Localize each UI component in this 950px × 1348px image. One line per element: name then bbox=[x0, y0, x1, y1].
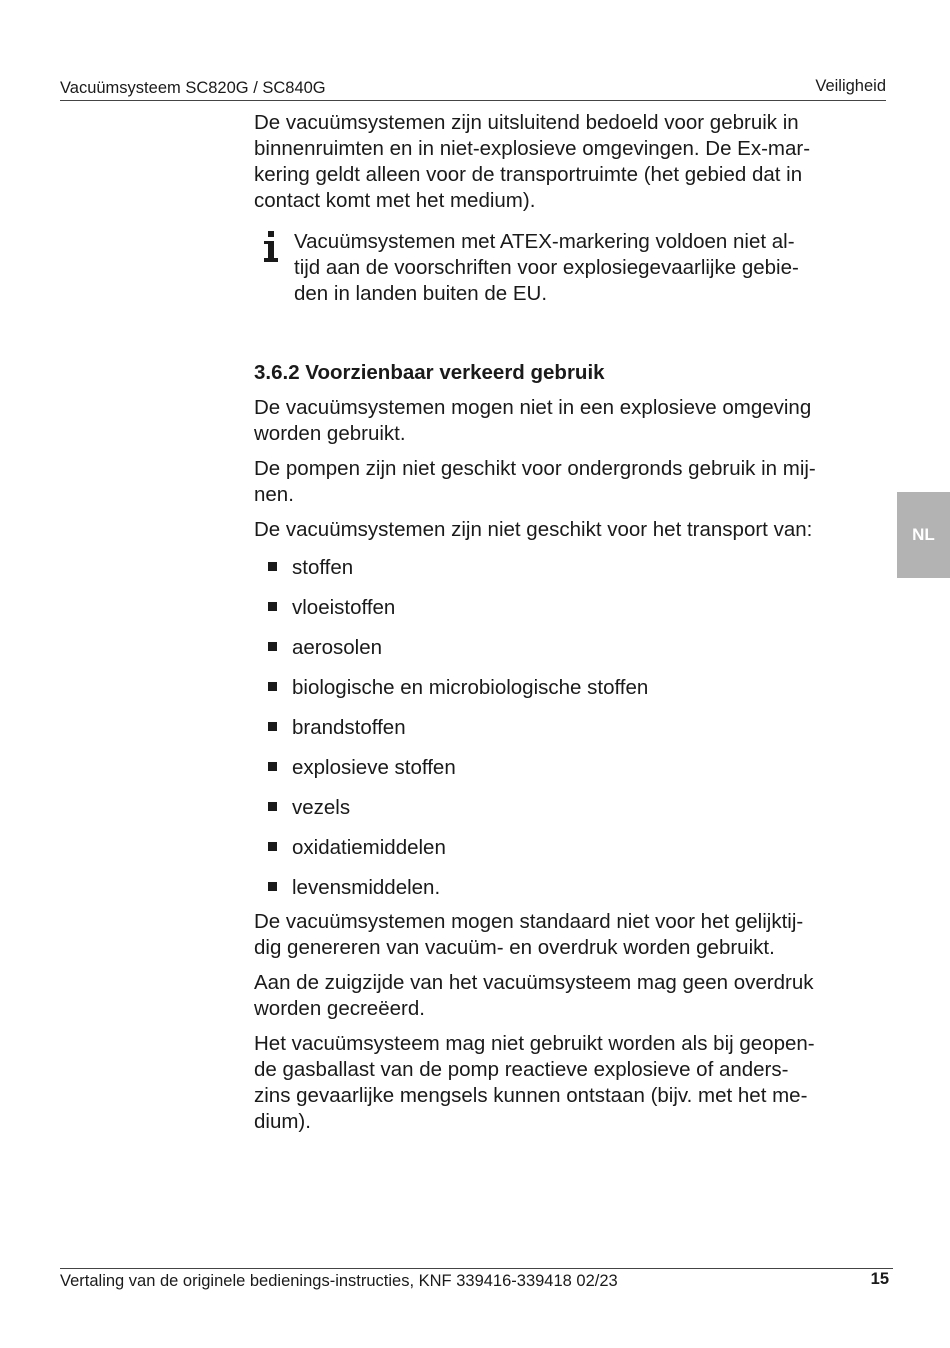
list-item bbox=[254, 595, 879, 635]
list-item-text: explosieve stoffen bbox=[292, 756, 456, 779]
document-title: Vacuümsysteem SC820G / SC840G bbox=[60, 79, 326, 97]
list-item-text: stoffen bbox=[292, 556, 354, 579]
list-item-text: vezels bbox=[292, 796, 351, 819]
square-bullet-icon bbox=[268, 682, 277, 691]
list-item-text: brandstoffen bbox=[292, 716, 406, 739]
paragraph-underground: De pompen zijn niet geschikt voor ondergronds gebruik in mij- nen. bbox=[254, 457, 816, 506]
section-heading: 3.6.2 Voorzienbaar verkeerd gebruik bbox=[254, 361, 605, 384]
square-bullet-icon bbox=[268, 602, 277, 611]
info-note bbox=[254, 229, 879, 307]
language-tab-label: NL bbox=[912, 525, 935, 544]
page-number: 15 bbox=[870, 1270, 889, 1288]
list-item-text: levensmiddelen. bbox=[292, 876, 441, 899]
language-tab bbox=[897, 492, 950, 578]
list-item-text: oxidatiemiddelen bbox=[292, 836, 446, 859]
paragraph-transport: De vacuümsystemen zijn niet geschikt voor het transport van: bbox=[254, 518, 813, 541]
list-item bbox=[254, 555, 879, 595]
paragraph-explosive: De vacuümsystemen mogen niet in een explosieve omgeving worden gebruikt. bbox=[254, 396, 812, 445]
list-item bbox=[254, 875, 879, 915]
square-bullet-icon bbox=[268, 562, 277, 571]
square-bullet-icon bbox=[268, 802, 277, 811]
info-note-text: Vacuümsystemen met ATEX-markering voldoen niet al- tijd aan de voorschriften voor explosiegevaarlijke gebie- den in landen buiten de EU. bbox=[294, 230, 799, 305]
footer-text: Vertaling van de originele bedienings-instructies, KNF 339416-339418 02/23 bbox=[60, 1272, 618, 1290]
square-bullet-icon bbox=[268, 882, 277, 891]
list-item-text: aerosolen bbox=[292, 636, 383, 659]
info-icon bbox=[264, 231, 278, 263]
square-bullet-icon bbox=[268, 762, 277, 771]
list-item bbox=[254, 675, 879, 715]
list-item bbox=[254, 755, 879, 795]
intro-paragraph: De vacuümsystemen zijn uitsluitend bedoeld voor gebruik in binnenruimten en in niet-explosieve omgevingen. De Ex-mar- kering geldt alleen voor de transportruimte (het gebied dat in contact komt met het medium). bbox=[254, 111, 811, 212]
list-item bbox=[254, 835, 879, 875]
list-item bbox=[254, 715, 879, 755]
list-item-text: vloeistoffen bbox=[292, 596, 396, 619]
paragraph-gas-ballast: Het vacuümsysteem mag niet gebruikt worden als bij geopen- de gasballast van de pomp reactieve explosieve of anders- zins gevaarlijke mengsels kunnen ontstaan (bijv. met het me- dium). bbox=[254, 1032, 815, 1133]
section-title: Veiligheid bbox=[815, 77, 886, 95]
list-item bbox=[254, 795, 879, 835]
footer-divider bbox=[60, 1268, 893, 1269]
paragraph-simultaneous: De vacuümsystemen mogen standaard niet voor het gelijktij- dig genereren van vacuüm- en overdruk worden gebruikt. bbox=[254, 910, 804, 959]
main-content bbox=[254, 110, 879, 1135]
list-item bbox=[254, 635, 879, 675]
list-item-text: biologische en microbiologische stoffen bbox=[292, 676, 649, 699]
square-bullet-icon bbox=[268, 642, 277, 651]
square-bullet-icon bbox=[268, 842, 277, 851]
paragraph-overpressure: Aan de zuigzijde van het vacuümsysteem mag geen overdruk worden gecreëerd. bbox=[254, 971, 814, 1020]
substance-list bbox=[254, 555, 879, 915]
square-bullet-icon bbox=[268, 722, 277, 731]
header-divider bbox=[60, 100, 886, 101]
